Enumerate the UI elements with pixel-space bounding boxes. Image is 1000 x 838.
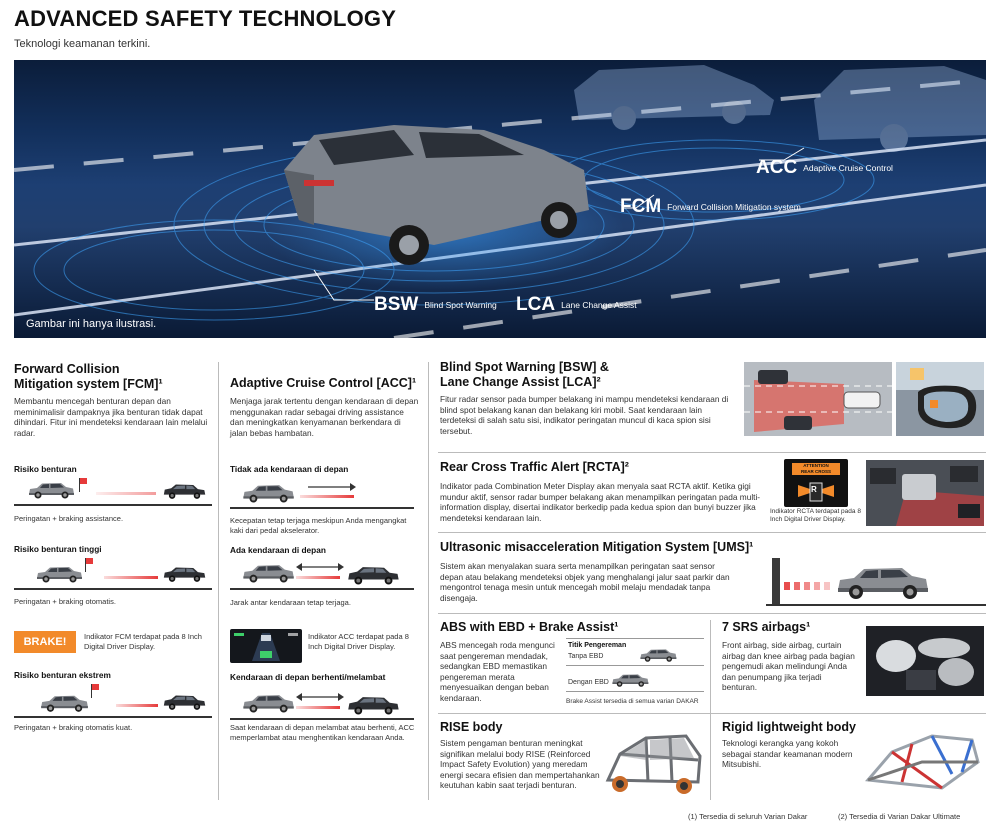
hero-acc-tag bbox=[756, 157, 893, 179]
page-subtitle: Teknologi keamanan terkini. bbox=[14, 38, 151, 50]
rigid-body: Teknologi kerangka yang kokoh sebagai standar keamanan modern Mitsubishi. bbox=[722, 738, 853, 769]
hero-lca-tag bbox=[516, 294, 637, 316]
ebd-diagram bbox=[566, 638, 704, 694]
fcm-risk1-caption: Peringatan + braking assistance. bbox=[14, 514, 124, 523]
ebd-diagram-title: Titik Pengereman bbox=[568, 642, 627, 649]
illustration-note: Gambar ini hanya ilustrasi. bbox=[26, 318, 157, 330]
rise-heading: RISE body bbox=[440, 720, 503, 734]
ums-heading: Ultrasonic misacceleration Mitigation System [UMS]¹ bbox=[440, 540, 754, 554]
acc-case1-caption: Kecepatan tetap terjaga meskipun Anda mengangkat kaki dari pedal akselerator. bbox=[230, 516, 407, 535]
rcta-alert-banner bbox=[792, 463, 840, 480]
car-icon bbox=[162, 562, 208, 586]
divider bbox=[218, 362, 219, 800]
footnote-2: (2) Tersedia di Varian Dakar Ultimate bbox=[838, 812, 961, 821]
ground-line bbox=[230, 588, 414, 590]
brake-indicator: BRAKE! bbox=[14, 631, 76, 653]
ground-line bbox=[230, 507, 414, 509]
divider bbox=[438, 532, 986, 533]
acc-abbr: ACC bbox=[756, 157, 798, 178]
acc-indicator-caption: Indikator ACC terdapat pada 8 Inch Digital Driver Display. bbox=[308, 632, 409, 651]
bsw-heading bbox=[440, 360, 730, 390]
bsw-full: Blind Spot Warning bbox=[424, 300, 497, 310]
acc-display-screen bbox=[230, 629, 302, 663]
airbag-interior-icon bbox=[866, 626, 984, 696]
rcta-display-screen bbox=[784, 459, 848, 507]
acc-case2-caption: Jarak antar kendaraan tetap terjaga. bbox=[230, 598, 351, 607]
warning-flag-icon bbox=[90, 684, 100, 698]
radar-bar bbox=[296, 576, 340, 579]
ground-line bbox=[14, 588, 212, 590]
acc-case1-title: Tidak ada kendaraan di depan bbox=[230, 464, 349, 474]
car-icon bbox=[34, 562, 84, 586]
fcm-full: Forward Collision Mitigation system bbox=[667, 202, 801, 212]
rcta-indicator-caption: Indikator RCTA terdapat pada 8 Inch Digital Driver Display. bbox=[770, 508, 861, 523]
ebd-with-label: Dengan EBD bbox=[568, 679, 609, 686]
footnote-1: (1) Tersedia di seluruh Varian Dakar bbox=[688, 812, 808, 821]
divider bbox=[428, 362, 429, 800]
page-title: ADVANCED SAFETY TECHNOLOGY bbox=[14, 6, 397, 31]
rcta-gear-label: R bbox=[811, 485, 817, 494]
airbags-image bbox=[866, 626, 984, 696]
side-mirror-icon bbox=[896, 362, 984, 436]
car-icon bbox=[162, 690, 208, 714]
acc-case3-caption: Saat kendaraan di depan melambat atau berhenti, ACC memperlambat atau menghentikan kendaraan Anda. bbox=[230, 723, 415, 742]
bsw-top-view-icon bbox=[744, 362, 892, 436]
divider bbox=[710, 620, 711, 800]
car-icon bbox=[162, 479, 208, 503]
ums-body: Sistem akan menyalakan suara serta menampilkan peringatan saat sensor depan atau belakang mendeteksi objek yang menghalangi jalur saat parkir dan mengontrol tenaga mesin untuk mencegah mobil melaju mendadak tanpa disengaja. bbox=[440, 561, 730, 603]
fcm-heading-line2: Mitigation system [FCM]¹ bbox=[14, 377, 163, 391]
arrow-icon bbox=[306, 482, 356, 492]
lca-abbr: LCA bbox=[516, 294, 556, 315]
fcm-risk2-title: Risiko benturan tinggi bbox=[14, 544, 102, 554]
radar-bar bbox=[96, 492, 156, 495]
divider bbox=[438, 452, 986, 453]
abs-caption: Brake Assist tersedia di semua varian DAKAR bbox=[566, 698, 699, 705]
bsw-heading-line2: Lane Change Assist [LCA]² bbox=[440, 375, 601, 389]
acc-heading: Adaptive Cruise Control [ACC]¹ bbox=[230, 376, 417, 390]
fcm-brake-caption: Indikator FCM terdapat pada 8 Inch Digital Driver Display. bbox=[84, 632, 202, 651]
acc-display-icon bbox=[230, 629, 302, 663]
hero-illustration bbox=[14, 60, 986, 338]
ums-illustration bbox=[766, 552, 986, 608]
rcta-parking-icon bbox=[866, 460, 984, 526]
lca-full: Lane Change Assist bbox=[561, 300, 637, 310]
bsw-heading-line1: Blind Spot Warning [BSW] & bbox=[440, 360, 609, 374]
mirror-indicator-image bbox=[896, 362, 984, 436]
distance-arrow-icon bbox=[296, 692, 344, 702]
acc-full: Adaptive Cruise Control bbox=[803, 163, 893, 173]
acc-case2-title: Ada kendaraan di depan bbox=[230, 545, 326, 555]
rcta-heading: Rear Cross Traffic Alert [RCTA]² bbox=[440, 460, 629, 474]
acc-case3-title: Kendaraan di depan berhenti/melambat bbox=[230, 672, 386, 682]
radar-bar bbox=[296, 706, 340, 709]
car-icon bbox=[240, 690, 296, 716]
divider bbox=[438, 713, 986, 714]
ground-line bbox=[14, 716, 212, 718]
radar-bar bbox=[104, 576, 158, 579]
rise-body-frame-image bbox=[600, 720, 708, 802]
airbags-heading: 7 SRS airbags¹ bbox=[722, 620, 811, 634]
car-icon bbox=[26, 478, 76, 502]
warning-flag-icon bbox=[78, 478, 88, 492]
radar-bar bbox=[300, 495, 354, 498]
rcta-alert-line1: ATTENTION bbox=[803, 463, 829, 468]
fcm-risk3-title: Risiko benturan ekstrem bbox=[14, 670, 111, 680]
fcm-abbr: FCM bbox=[620, 196, 662, 217]
abs-heading: ABS with EBD + Brake Assist¹ bbox=[440, 620, 619, 634]
hero-bsw-tag bbox=[374, 294, 497, 316]
rise-body: Sistem pengaman benturan meningkat signifikan melalui body RISE (Reinforced Impact Safety Evolution) yang meredam energi secara efisien dan mempertahankan keutuhan kabin saat terjadi benturan. bbox=[440, 738, 600, 790]
fcm-heading bbox=[14, 362, 214, 392]
rcta-parking-image bbox=[866, 460, 984, 526]
bsw-body: Fitur radar sensor pada bumper belakang ini mampu mendeteksi kendaraan di blind spot belakang kanan dan belakang kiri mobil. Saat kendaraan lain terdeteksi di salah satu sisi, indikator peringatan muncul di kaca spion sisi tersebut. bbox=[440, 394, 729, 436]
fcm-risk1-title: Risiko benturan bbox=[14, 464, 77, 474]
car-icon bbox=[610, 671, 650, 689]
rigid-heading: Rigid lightweight body bbox=[722, 720, 857, 734]
car-icon bbox=[346, 692, 402, 718]
bsw-top-view-image bbox=[744, 362, 892, 436]
distance-arrow-icon bbox=[296, 562, 344, 572]
ground-line bbox=[14, 504, 212, 506]
divider bbox=[438, 613, 986, 614]
hero-banner bbox=[14, 60, 986, 338]
fcm-body: Membantu mencegah benturan depan dan meminimalisir dampaknya jika benturan tidak dapat dihindari. Fitur ini mendeteksi kendaraan lain melalui radar. bbox=[14, 396, 208, 438]
acc-body: Menjaga jarak tertentu dengan kendaraan di depan menggunakan radar sebagai driving assistance dan meningkatkan kenyamanan berkendara di jalan bebas hambatan. bbox=[230, 396, 419, 438]
warning-flag-icon bbox=[84, 558, 94, 572]
ground-line bbox=[230, 718, 414, 720]
fcm-heading-line1: Forward Collision bbox=[14, 362, 120, 376]
car-icon bbox=[240, 480, 296, 506]
car-icon bbox=[240, 560, 296, 586]
car-icon bbox=[638, 646, 678, 664]
rcta-body: Indikator pada Combination Meter Display akan menyala saat RCTA aktif. Ketika gigi mundur aktif, sensor radar bumper belakang akan menampilkan peringatan pada multi-information display, disertai indikator berkedip pada kedua spion dan bunyi buzzer jika mendeteksi kendaraan lain. bbox=[440, 481, 761, 523]
bsw-abbr: BSW bbox=[374, 294, 419, 315]
rcta-alert-line2: REAR CROSS TRAFFIC bbox=[800, 469, 831, 480]
rigid-body-frame-image bbox=[862, 722, 984, 798]
abs-body: ABS mencegah roda mengunci saat pengereman mendadak, sedangkan EBD memastikan pengereman merata menyesuaikan dengan beban kendaraan. bbox=[440, 640, 555, 703]
fcm-risk2-caption: Peringatan + braking otomatis. bbox=[14, 597, 116, 606]
airbags-body: Front airbag, side airbag, curtain airbag dan knee airbag pada bagian pengemudi akan melindungi Anda dan penumpang jika terjadi benturan. bbox=[722, 640, 855, 692]
radar-bar bbox=[116, 704, 158, 707]
fcm-risk3-caption: Peringatan + braking otomatis kuat. bbox=[14, 723, 133, 732]
car-icon bbox=[38, 690, 90, 716]
car-icon bbox=[346, 562, 402, 588]
ebd-without-label: Tanpa EBD bbox=[568, 653, 604, 660]
hero-fcm-tag bbox=[620, 196, 801, 218]
